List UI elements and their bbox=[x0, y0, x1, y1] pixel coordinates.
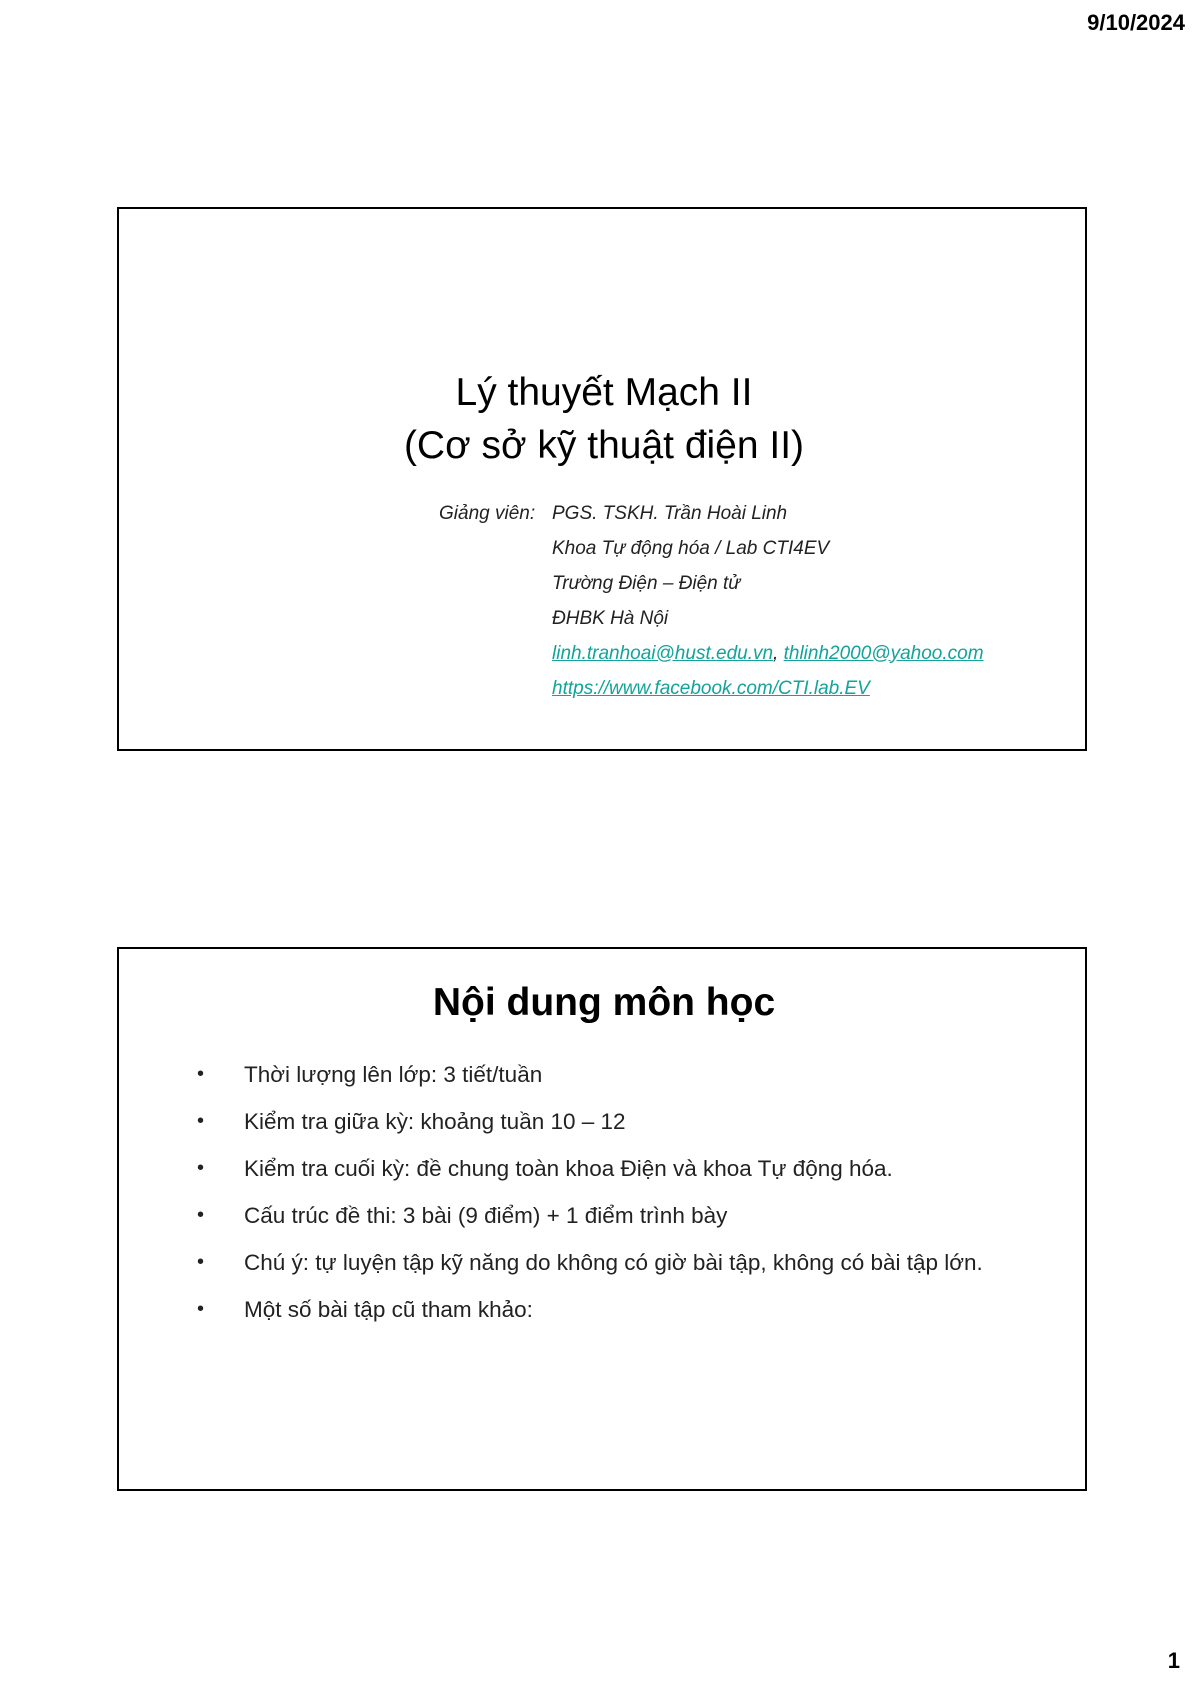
bullet-text: Một số bài tập cũ tham khảo: bbox=[244, 1296, 533, 1322]
school-row bbox=[439, 566, 984, 601]
content-bullet-list bbox=[197, 1051, 983, 1333]
bullet-text: Chú ý: tự luyện tập kỹ năng do không có giờ bài tập, không có bài tập lớn. bbox=[244, 1249, 983, 1275]
lecturer-info bbox=[439, 496, 984, 706]
list-item bbox=[197, 1098, 983, 1145]
facebook-link[interactable]: https://www.facebook.com/CTI.lab.EV bbox=[552, 677, 870, 699]
list-item bbox=[197, 1192, 983, 1239]
university: ĐHBK Hà Nội bbox=[552, 607, 669, 629]
bullet-icon: • bbox=[197, 1110, 205, 1132]
bullet-icon: • bbox=[197, 1204, 205, 1226]
department-row bbox=[439, 531, 984, 566]
email-link-yahoo[interactable]: thlinh2000@yahoo.com bbox=[783, 642, 984, 664]
email-row bbox=[439, 636, 984, 671]
bullet-text: Thời lượng lên lớp: 3 tiết/tuần bbox=[244, 1061, 543, 1087]
page-number: 1 bbox=[1167, 1648, 1180, 1673]
department: Khoa Tự động hóa / Lab CTI4EV bbox=[552, 537, 830, 559]
bullet-icon: • bbox=[197, 1298, 205, 1320]
list-item bbox=[197, 1145, 983, 1192]
facebook-row bbox=[439, 671, 984, 706]
lecturer-label: Giảng viên: bbox=[439, 502, 536, 524]
slide-title bbox=[117, 207, 1087, 751]
course-title bbox=[119, 366, 1089, 472]
bullet-text: Kiểm tra cuối kỳ: đề chung toàn khoa Điện và khoa Tự động hóa. bbox=[244, 1155, 893, 1181]
bullet-text: Cấu trúc đề thi: 3 bài (9 điểm) + 1 điểm trình bày bbox=[244, 1202, 728, 1228]
email-separator: , bbox=[773, 642, 779, 664]
bullet-icon: • bbox=[197, 1063, 205, 1085]
lecturer-name: PGS. TSKH. Trần Hoài Linh bbox=[552, 502, 788, 524]
school: Trường Điện – Điện tử bbox=[552, 572, 741, 594]
lecturer-row bbox=[439, 496, 984, 531]
bullet-icon: • bbox=[197, 1251, 205, 1273]
list-item bbox=[197, 1286, 983, 1333]
page-date: 9/10/2024 bbox=[1087, 10, 1185, 35]
content-title: Nội dung môn học bbox=[432, 981, 776, 1024]
university-row bbox=[439, 601, 984, 636]
bullet-text: Kiểm tra giữa kỳ: khoảng tuần 10 – 12 bbox=[244, 1108, 626, 1134]
slide-course-content bbox=[117, 947, 1087, 1491]
bullet-icon: • bbox=[197, 1157, 205, 1179]
list-item bbox=[197, 1239, 983, 1286]
course-title-line-2: (Cơ sở kỹ thuật điện II) bbox=[403, 424, 805, 467]
email-link-hust[interactable]: linh.tranhoai@hust.edu.vn bbox=[552, 642, 774, 664]
list-item bbox=[197, 1051, 983, 1098]
course-title-line-1: Lý thuyết Mạch II bbox=[455, 371, 753, 414]
